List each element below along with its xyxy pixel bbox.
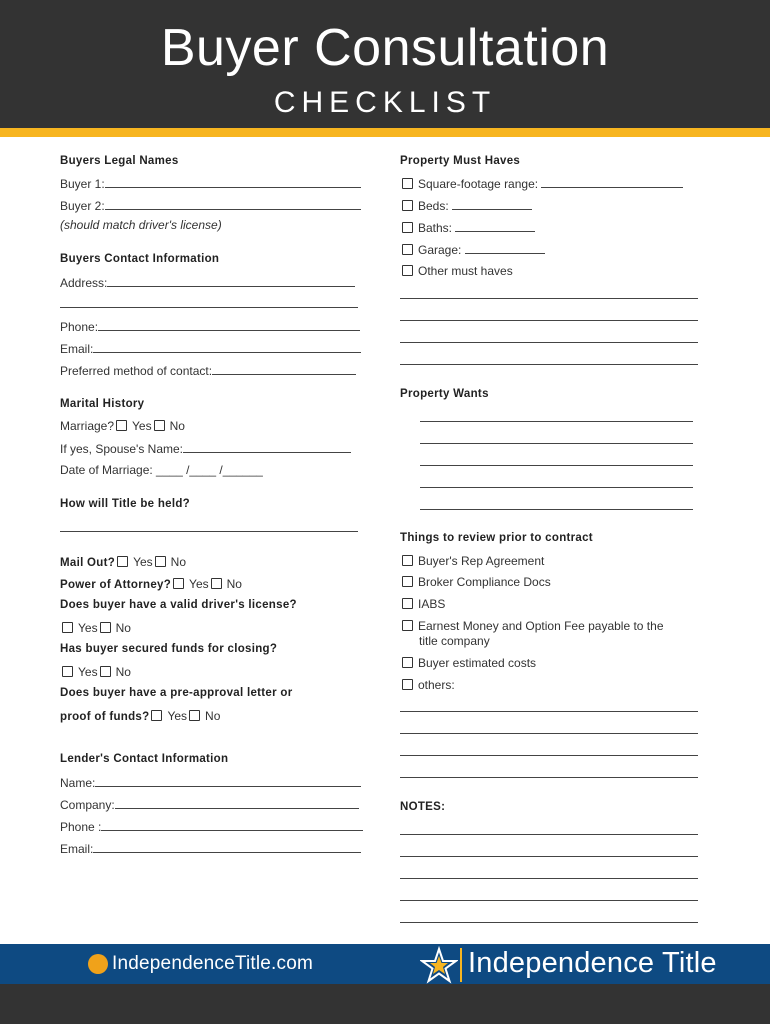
preapproval-yes-checkbox[interactable] <box>151 710 162 721</box>
other-must-haves <box>400 264 513 278</box>
sqft-label: Square-footage range: <box>418 177 539 191</box>
must-haves-line-4[interactable] <box>400 364 698 365</box>
preapproval-no-label: No <box>205 709 221 723</box>
rep-agreement-checkbox[interactable] <box>402 555 413 566</box>
footer-divider <box>460 948 462 982</box>
mail-out-no-label: No <box>170 555 187 569</box>
earnest-money-label-2: title company <box>419 634 490 648</box>
buyer2-label: Buyer 2: <box>60 199 105 213</box>
lender-name-field[interactable] <box>60 775 361 790</box>
wants-line-5[interactable] <box>420 509 693 510</box>
others-label: others: <box>418 678 455 692</box>
accent-bar <box>0 128 770 137</box>
iabs-label: IABS <box>418 597 446 611</box>
poa-row <box>60 577 242 591</box>
sqft-checkbox[interactable] <box>402 178 413 189</box>
must-haves-line-1[interactable] <box>400 298 698 299</box>
email-field[interactable] <box>60 341 361 356</box>
address-label: Address: <box>60 276 108 290</box>
lender-company-label: Company: <box>60 798 115 812</box>
beds-field[interactable] <box>400 198 532 213</box>
buyer1-label: Buyer 1: <box>60 177 105 191</box>
earnest-money-label: Earnest Money and Option Fee payable to the <box>418 619 664 633</box>
must-haves-line-3[interactable] <box>400 342 698 343</box>
marriage-date-field[interactable]: Date of Marriage: ____ /____ /______ <box>60 463 263 477</box>
notes-heading: NOTES: <box>400 801 446 813</box>
preapproval-no-checkbox[interactable] <box>189 710 200 721</box>
marriage-row <box>60 419 185 433</box>
page-subtitle: CHECKLIST <box>273 86 497 119</box>
review-item-compliance <box>400 575 551 589</box>
preapproval-question: Does buyer have a pre-approval letter or <box>60 687 293 699</box>
phone-field[interactable] <box>60 319 360 334</box>
wants-line-3[interactable] <box>420 465 693 466</box>
spouse-name-label: If yes, Spouse's Name: <box>60 442 184 456</box>
title-held-line[interactable] <box>60 531 358 532</box>
title-held-heading: How will Title be held? <box>60 498 191 510</box>
license-yes-label: Yes <box>78 621 98 635</box>
preferred-contact-field[interactable] <box>60 363 356 378</box>
star-logo-icon <box>420 946 458 984</box>
license-row <box>60 621 131 635</box>
other-must-haves-checkbox[interactable] <box>402 265 413 276</box>
footer-url[interactable]: IndependenceTitle.com <box>112 953 314 974</box>
funds-yes-label: Yes <box>78 665 98 679</box>
review-item-earnest-money <box>400 619 664 633</box>
rep-agreement-label: Buyer's Rep Agreement <box>418 554 545 568</box>
email-label: Email: <box>60 342 94 356</box>
garage-checkbox[interactable] <box>402 244 413 255</box>
wants-heading: Property Wants <box>400 388 489 400</box>
must-haves-line-2[interactable] <box>400 320 698 321</box>
other-must-haves-label: Other must haves <box>418 264 513 278</box>
others-checkbox[interactable] <box>402 679 413 690</box>
lender-name-label: Name: <box>60 776 96 790</box>
lender-company-field[interactable] <box>60 797 359 812</box>
beds-checkbox[interactable] <box>402 200 413 211</box>
must-haves-heading: Property Must Haves <box>400 155 521 167</box>
compliance-label: Broker Compliance Docs <box>418 575 551 589</box>
wants-line-1[interactable] <box>420 421 693 422</box>
poa-no-label: No <box>226 577 242 591</box>
seal-icon <box>88 954 108 974</box>
notes-line-5[interactable] <box>400 922 698 923</box>
funds-row <box>60 665 131 679</box>
mail-out-row <box>60 555 186 569</box>
funds-question: Has buyer secured funds for closing? <box>60 643 278 655</box>
license-yes-checkbox[interactable] <box>62 622 73 633</box>
estimated-costs-checkbox[interactable] <box>402 657 413 668</box>
garage-field[interactable] <box>400 242 545 257</box>
garage-label: Garage: <box>418 243 462 257</box>
marriage-no-label: No <box>169 419 185 433</box>
review-item-estimated-costs <box>400 656 536 670</box>
lender-phone-field[interactable] <box>60 819 363 834</box>
footer-bar <box>0 944 770 984</box>
mail-out-no-checkbox[interactable] <box>155 556 166 567</box>
legal-names-heading: Buyers Legal Names <box>60 155 179 167</box>
marriage-label: Marriage? <box>60 419 115 433</box>
review-item-rep-agreement <box>400 554 544 568</box>
footer-bottom-band <box>0 984 770 1024</box>
marriage-yes-checkbox[interactable] <box>116 420 127 431</box>
wants-line-2[interactable] <box>420 443 693 444</box>
poa-yes-label: Yes <box>189 577 209 591</box>
preapproval-question-2: proof of funds? <box>60 711 150 723</box>
notes-line-4[interactable] <box>400 900 698 901</box>
license-no-checkbox[interactable] <box>100 622 111 633</box>
mail-out-yes-checkbox[interactable] <box>117 556 128 567</box>
others-line-2[interactable] <box>400 733 698 734</box>
marriage-no-checkbox[interactable] <box>154 420 165 431</box>
beds-label: Beds: <box>418 199 449 213</box>
contact-heading: Buyers Contact Information <box>60 253 220 265</box>
notes-line-2[interactable] <box>400 856 698 857</box>
estimated-costs-label: Buyer estimated costs <box>418 656 537 670</box>
sqft-field[interactable] <box>400 176 683 191</box>
preapproval-row <box>60 709 220 723</box>
poa-no-checkbox[interactable] <box>211 578 222 589</box>
buyer1-field[interactable] <box>60 176 361 191</box>
license-question: Does buyer have a valid driver's license? <box>60 599 297 611</box>
license-note: (should match driver's license) <box>60 218 222 232</box>
lender-heading: Lender's Contact Information <box>60 753 229 765</box>
lender-phone-label: Phone : <box>60 820 102 834</box>
mail-out-label: Mail Out? <box>60 557 116 569</box>
preapproval-yes-label: Yes <box>167 709 188 723</box>
poa-label: Power of Attorney? <box>60 579 172 591</box>
review-item-others <box>400 678 455 692</box>
compliance-checkbox[interactable] <box>402 576 413 587</box>
review-heading: Things to review prior to contract <box>400 532 593 544</box>
address-line-2[interactable] <box>60 307 358 308</box>
iabs-checkbox[interactable] <box>402 598 413 609</box>
spouse-name-field[interactable] <box>60 441 351 456</box>
others-line-3[interactable] <box>400 755 698 756</box>
notes-line-1[interactable] <box>400 834 698 835</box>
review-item-iabs <box>400 597 445 611</box>
others-line-1[interactable] <box>400 711 698 712</box>
footer-brand: Independence Title <box>468 947 717 979</box>
baths-field[interactable] <box>400 220 535 235</box>
baths-checkbox[interactable] <box>402 222 413 233</box>
others-line-4[interactable] <box>400 777 698 778</box>
baths-label: Baths: <box>418 221 453 235</box>
page-header <box>0 0 770 128</box>
funds-no-checkbox[interactable] <box>100 666 111 677</box>
wants-line-4[interactable] <box>420 487 693 488</box>
preferred-contact-label: Preferred method of contact: <box>60 364 213 378</box>
earnest-money-checkbox[interactable] <box>402 620 413 631</box>
address-field[interactable] <box>60 275 355 290</box>
poa-yes-checkbox[interactable] <box>173 578 184 589</box>
lender-email-label: Email: <box>60 842 94 856</box>
funds-yes-checkbox[interactable] <box>62 666 73 677</box>
marital-heading: Marital History <box>60 398 145 410</box>
phone-label: Phone: <box>60 320 99 334</box>
license-no-label: No <box>115 621 131 635</box>
mail-out-yes-label: Yes <box>133 555 153 569</box>
marriage-yes-label: Yes <box>132 419 152 433</box>
notes-line-3[interactable] <box>400 878 698 879</box>
page-title: Buyer Consultation <box>160 19 610 77</box>
funds-no-label: No <box>115 665 131 679</box>
buyer2-field[interactable] <box>60 198 361 213</box>
lender-email-field[interactable] <box>60 841 361 856</box>
